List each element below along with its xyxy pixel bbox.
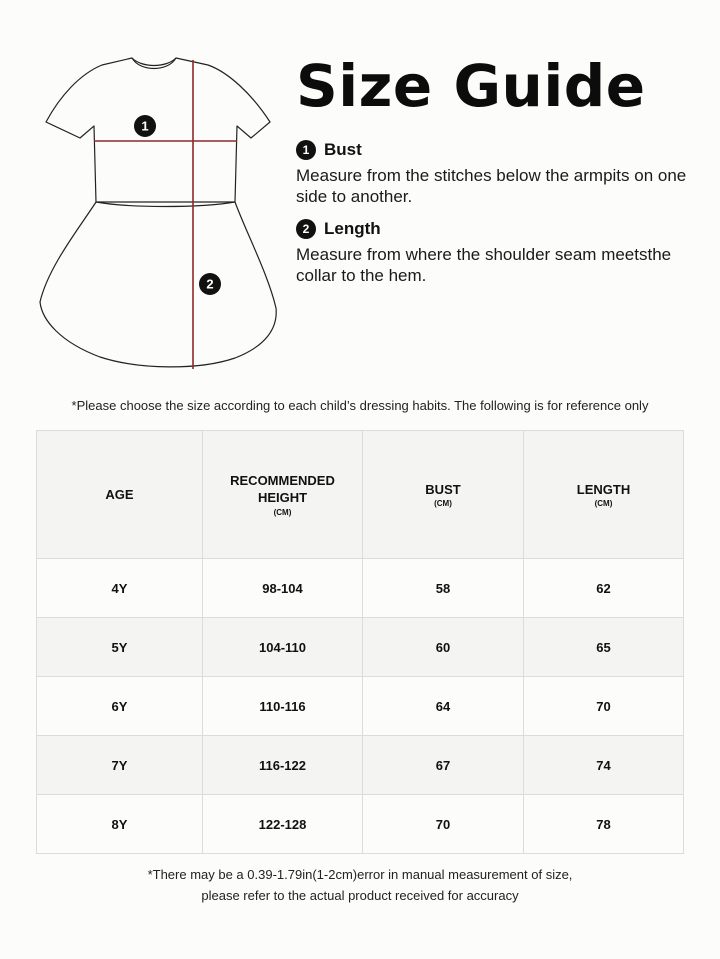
cell-age: 6Y: [37, 677, 203, 736]
header-length: [524, 431, 684, 559]
cell-bust: 64: [363, 677, 524, 736]
cell-bust: 60: [363, 618, 524, 677]
cell-height: 104-110: [203, 618, 363, 677]
measurement-length: [296, 219, 701, 286]
table-row: [37, 618, 684, 677]
svg-text:2: 2: [206, 276, 214, 292]
header-height: [203, 431, 363, 559]
header-height-label: RECOMMENDED HEIGHT: [230, 473, 335, 505]
cell-age: 4Y: [37, 559, 203, 618]
header-bust-label: BUST: [425, 481, 461, 497]
header-length-unit: (CM): [594, 498, 613, 508]
cell-age: 5Y: [37, 618, 203, 677]
cell-height: 98-104: [203, 559, 363, 618]
reference-note: *Please choose the size according to each child’s dressing habits. The following is for reference only: [71, 398, 649, 413]
measurement-error-note: [0, 864, 720, 906]
bust-description: Measure from the stitches below the armpits on one side to another.: [296, 166, 687, 206]
header-bust: [363, 431, 524, 559]
bust-heading: Bust: [324, 140, 362, 159]
table-row: [37, 795, 684, 854]
header-length-label: LENGTH: [576, 481, 631, 497]
length-description: Measure from where the shoulder seam meetsthe collar to the hem.: [296, 245, 672, 285]
cell-height: 110-116: [203, 677, 363, 736]
dress-diagram: [30, 52, 280, 382]
dress-waist-seam: [96, 202, 235, 207]
length-number-badge: 2: [296, 219, 316, 239]
cell-age: 8Y: [37, 795, 203, 854]
header-height-unit: (CM): [273, 508, 292, 517]
page-title: Size Guide: [296, 52, 646, 120]
header-bust-unit: (CM): [434, 498, 452, 508]
cell-length: 74: [524, 736, 684, 795]
table-row: [37, 559, 684, 618]
table-row: [37, 677, 684, 736]
cell-height: 122-128: [203, 795, 363, 854]
error-note-line-2: please refer to the actual product received for accuracy: [201, 888, 519, 903]
header-age-label: AGE: [105, 487, 134, 502]
cell-length: 62: [524, 559, 684, 618]
length-marker: [199, 273, 221, 295]
bust-number-badge: 1: [296, 140, 316, 160]
cell-bust: 58: [363, 559, 524, 618]
cell-length: 65: [524, 618, 684, 677]
dress-bodice-outline: [46, 58, 270, 202]
dress-neckline: [132, 58, 176, 69]
length-heading: Length: [324, 219, 381, 238]
cell-length: 78: [524, 795, 684, 854]
size-table: [36, 430, 684, 854]
svg-text:1: 1: [141, 118, 149, 134]
header-age: [37, 431, 203, 559]
measurement-bust: [296, 140, 701, 207]
table-row: [37, 736, 684, 795]
cell-age: 7Y: [37, 736, 203, 795]
table-header-row: [37, 431, 684, 559]
cell-height: 116-122: [203, 736, 363, 795]
cell-length: 70: [524, 677, 684, 736]
dress-skirt-outline: [40, 202, 276, 367]
error-note-line-1: *There may be a 0.39-1.79in(1-2cm)error in manual measurement of size,: [147, 867, 573, 882]
cell-bust: 67: [363, 736, 524, 795]
bust-marker: [134, 115, 156, 137]
cell-bust: 70: [363, 795, 524, 854]
